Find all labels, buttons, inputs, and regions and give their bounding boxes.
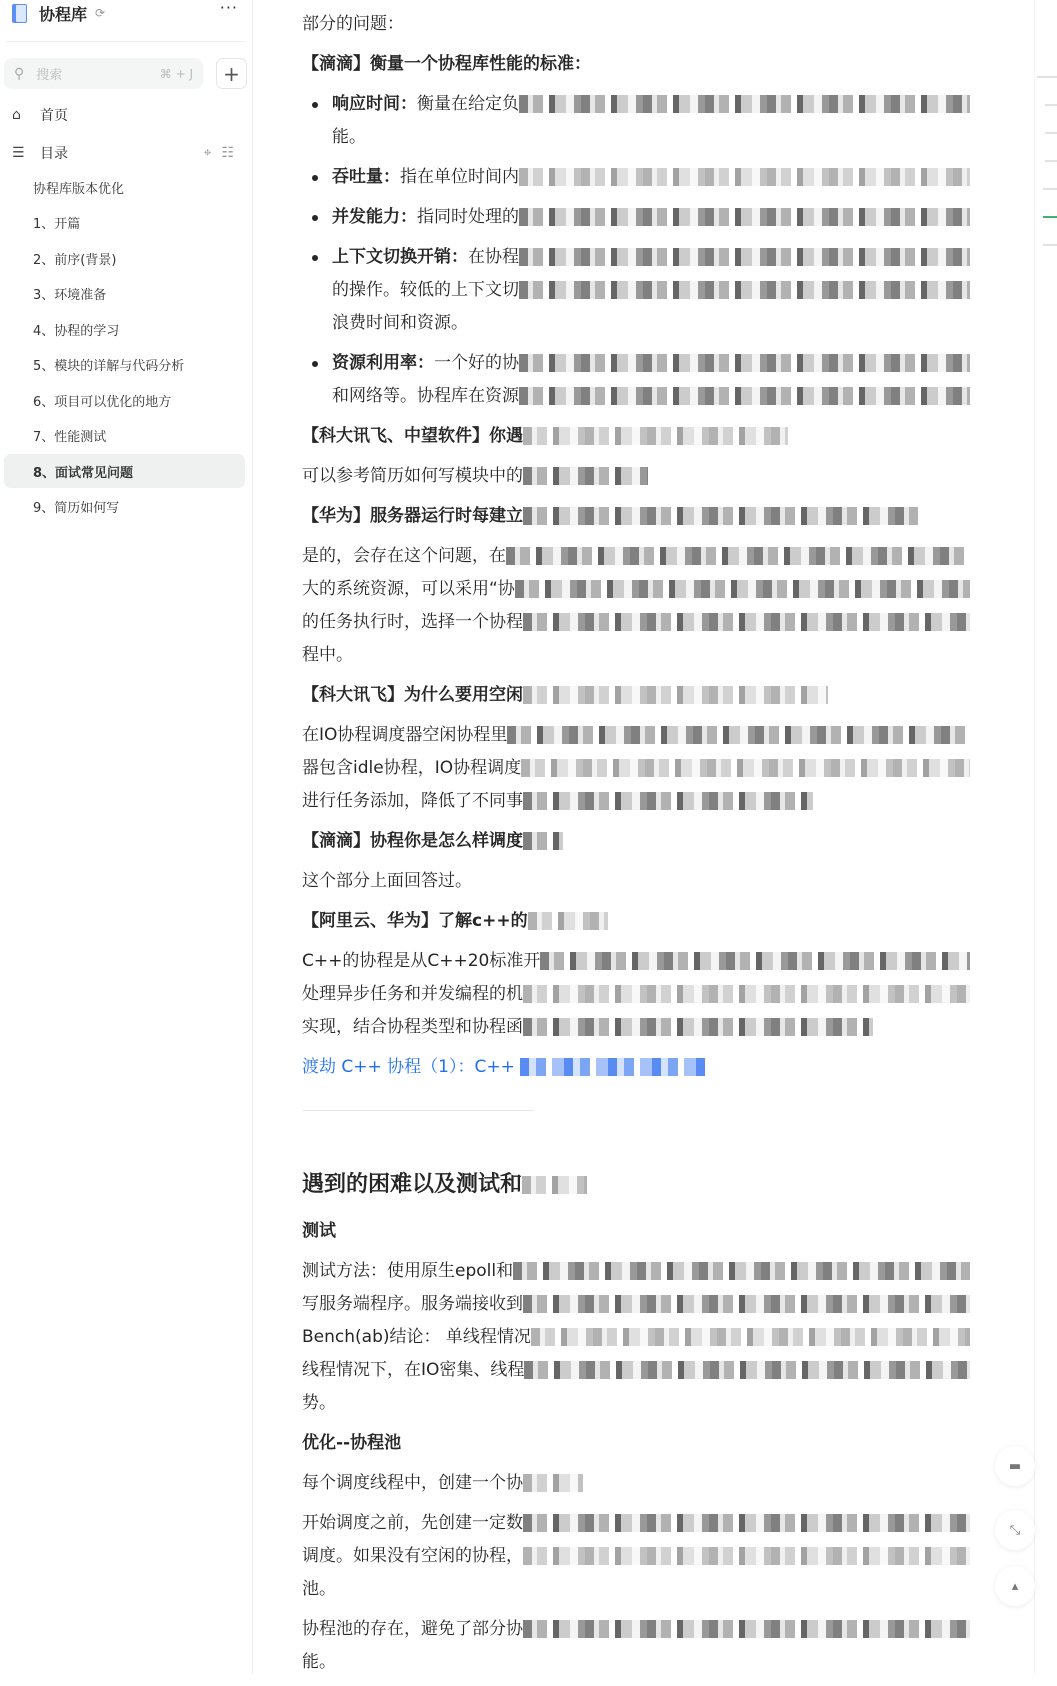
redacted-text — [523, 1514, 970, 1532]
book-icon — [12, 4, 27, 23]
text: 优化--协程池 — [302, 1433, 402, 1453]
text: 协程池的存在，避免了部分协 — [302, 1619, 523, 1639]
toc-item[interactable]: 1、开篇 — [33, 217, 81, 232]
text: 进行任务添加，降低了不同事 — [302, 791, 523, 811]
text: 池。 — [302, 1579, 336, 1599]
text: 在IO协程调度器空闲协程里 — [302, 725, 508, 745]
sidebar-item-home[interactable] — [12, 98, 244, 132]
text: 【阿里云、华为】了解c++的 — [302, 911, 528, 931]
text: 在协程 — [468, 247, 519, 267]
text: 部分的问题： — [302, 14, 404, 34]
scroll-top-button[interactable]: ▴ — [995, 1566, 1035, 1606]
expand-button[interactable]: ⤡ — [995, 1510, 1035, 1550]
redacted-text — [519, 248, 970, 266]
heading — [302, 825, 982, 858]
redacted-text — [523, 507, 918, 525]
search-placeholder: 搜索 — [36, 68, 63, 83]
redacted-text — [506, 547, 970, 565]
text: 测试方法：使用原生epoll和 — [302, 1261, 514, 1281]
term: 响应时间： — [332, 94, 417, 114]
redacted-text — [519, 354, 970, 372]
divider — [6, 41, 245, 42]
redacted-text — [519, 281, 970, 299]
paragraph — [302, 945, 982, 1044]
redacted-text — [523, 686, 828, 704]
heading — [302, 1427, 982, 1460]
text: 能。 — [302, 1652, 336, 1672]
text: 指同时处理的 — [417, 207, 519, 227]
redacted-text — [523, 1620, 970, 1638]
outline-marker[interactable] — [1043, 188, 1057, 190]
redacted-text — [523, 1295, 970, 1313]
text: 指在单位时间内 — [400, 167, 519, 187]
redacted-text — [519, 208, 970, 226]
text: 【科大讯飞、中望软件】你遇 — [302, 426, 523, 446]
list-item — [302, 347, 982, 413]
outline-marker[interactable] — [1045, 132, 1057, 134]
heading — [302, 905, 982, 938]
paragraph — [302, 1467, 982, 1500]
search-shortcut: ⌘ + J — [159, 66, 193, 81]
redacted-text — [523, 1018, 873, 1036]
outline-marker[interactable] — [1045, 104, 1057, 106]
section-heading — [302, 1165, 982, 1205]
paragraph — [302, 719, 982, 818]
toc-label: 目录 — [40, 146, 68, 162]
outline-marker[interactable] — [1045, 160, 1057, 162]
bullet-icon — [312, 102, 318, 108]
redacted-text — [507, 726, 970, 744]
text: 【科大讯飞】为什么要用空闲 — [302, 685, 523, 705]
text: 【华为】服务器运行时每建立 — [302, 506, 523, 526]
text: 是的，会存在这个问题，在 — [302, 546, 506, 566]
toc-icon: ☰ — [12, 145, 25, 161]
paragraph — [302, 460, 982, 493]
divider — [302, 1110, 534, 1111]
more-icon[interactable]: ··· — [219, 0, 238, 17]
toc-item[interactable]: 8、面试常见问题 — [4, 454, 245, 488]
text: 一个好的协 — [434, 353, 519, 373]
heading — [302, 500, 982, 533]
text: 【滴滴】衡量一个协程库性能的标准： — [302, 54, 591, 74]
outline-marker-active[interactable] — [1043, 216, 1057, 218]
outline-rail — [1034, 0, 1035, 1674]
redacted-text — [522, 1176, 587, 1194]
text: 测试 — [302, 1221, 336, 1241]
redacted-text — [523, 467, 648, 485]
sync-icon: ⟳ — [95, 6, 106, 20]
paragraph — [302, 1507, 982, 1606]
redacted-text — [528, 912, 608, 930]
document-content — [302, 8, 982, 1686]
term: 并发能力： — [332, 207, 417, 227]
redacted-text — [515, 580, 970, 598]
redacted-text — [513, 1262, 970, 1280]
link[interactable] — [302, 1051, 982, 1084]
list-item — [302, 161, 982, 194]
text: 实现，结合协程类型和协程函 — [302, 1017, 523, 1037]
redacted-text — [523, 427, 788, 445]
text: 开始调度之前，先创建一定数 — [302, 1513, 523, 1533]
bullet-icon — [312, 175, 318, 181]
paragraph — [302, 1255, 982, 1420]
home-icon: ⌂ — [12, 107, 21, 123]
paragraph — [302, 8, 982, 41]
redacted-text — [519, 95, 970, 113]
redacted-text — [540, 952, 970, 970]
locate-icon[interactable]: ⌖ — [203, 145, 222, 161]
redacted-text — [523, 1474, 583, 1492]
text: 浪费时间和资源。 — [332, 313, 468, 333]
redacted-text — [523, 1547, 970, 1565]
text: Bench(ab)结论： 单线程情况 — [302, 1327, 531, 1347]
sidebar — [0, 0, 253, 1674]
toc-item[interactable]: 6、项目可以优化的地方 — [33, 394, 172, 410]
redacted-text — [531, 1328, 970, 1346]
term: 资源利用率： — [332, 353, 434, 373]
redacted-text — [523, 792, 813, 810]
home-label: 首页 — [40, 108, 68, 124]
text: 线程情况下，在IO密集、线程 — [302, 1360, 525, 1380]
outline-marker[interactable] — [1043, 244, 1057, 246]
text: 调度。如果没有空闲的协程， — [302, 1546, 523, 1566]
heading — [302, 679, 982, 712]
text: 遇到的困难以及测试和 — [302, 1172, 523, 1197]
search-icon: ⚲ — [14, 65, 25, 82]
heading — [302, 1215, 982, 1248]
redacted-text — [519, 168, 970, 186]
text: 和网络等。协程库在资源 — [332, 386, 519, 406]
bullet-icon — [312, 215, 318, 221]
text: C++的协程是从C++20标准开 — [302, 951, 541, 971]
redacted-text — [524, 1361, 970, 1379]
toc-item[interactable]: 3、环境准备 — [33, 288, 107, 303]
toc-item[interactable]: 2、前序(背景) — [33, 252, 117, 268]
text: 能。 — [332, 127, 366, 147]
text: 程中。 — [302, 645, 353, 665]
toc-item[interactable]: 5、模块的详解与代码分析 — [33, 359, 185, 374]
redacted-text — [523, 613, 970, 631]
paragraph — [302, 540, 982, 672]
add-button[interactable]: + — [216, 58, 247, 89]
heading — [302, 48, 982, 81]
redacted-text — [520, 1058, 705, 1076]
sidebar-item-toc[interactable] — [12, 136, 244, 170]
text: 处理异步任务和并发编程的机 — [302, 984, 523, 1004]
toc-item[interactable]: 7、性能测试 — [33, 430, 107, 445]
text: 衡量在给定负 — [417, 94, 519, 114]
text: 的操作。较低的上下文切 — [332, 280, 519, 300]
paragraph — [302, 865, 982, 898]
term: 吞吐量： — [332, 167, 400, 187]
text: 写服务端程序。服务端接收到 — [302, 1294, 523, 1314]
list-item — [302, 201, 982, 234]
redacted-text — [521, 759, 970, 777]
library-title[interactable]: 协程库 — [39, 4, 88, 24]
term: 上下文切换开销： — [332, 247, 468, 267]
redacted-text — [519, 387, 970, 405]
text: 每个调度线程中，创建一个协 — [302, 1473, 523, 1493]
text: 渡劫 C++ 协程（1）：C++ — [302, 1057, 521, 1077]
redacted-text — [523, 832, 563, 850]
text: 大的系统资源，可以采用“协 — [302, 579, 515, 599]
collapse-list-icon[interactable]: ☷ — [221, 145, 244, 161]
text: 【滴滴】协程你是怎么样调度 — [302, 831, 523, 851]
text: 的任务执行时，选择一个协程 — [302, 612, 523, 632]
text: 器包含idle协程，IO协程调度 — [302, 758, 522, 778]
list-item — [302, 241, 982, 340]
text: 可以参考简历如何写模块中的 — [302, 466, 523, 486]
toc-item[interactable]: 4、协程的学习 — [33, 323, 120, 339]
sidebar-header — [12, 0, 242, 26]
bullet-icon — [312, 255, 318, 261]
text: 势。 — [302, 1393, 336, 1413]
toc-item[interactable]: 9、简历如何写 — [33, 501, 120, 516]
heading — [302, 420, 982, 453]
bullet-icon — [312, 361, 318, 367]
list-item — [302, 88, 982, 154]
toc-item[interactable]: 协程库版本优化 — [33, 181, 125, 197]
search-input[interactable] — [4, 58, 203, 89]
zoom-out-button[interactable]: ▬ — [995, 1446, 1035, 1486]
paragraph — [302, 1613, 982, 1679]
outline-marker[interactable] — [1037, 76, 1057, 78]
text: 这个部分上面回答过。 — [302, 871, 472, 891]
redacted-text — [523, 985, 970, 1003]
